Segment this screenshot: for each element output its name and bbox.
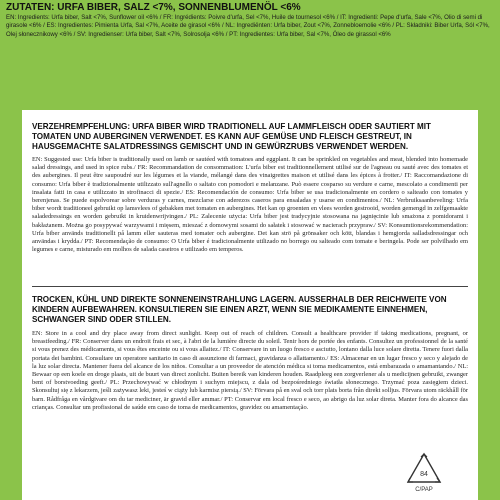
storage-title: TROCKEN, KÜHL UND DIREKTE SONNENEINSTRAHLUNG LAGERN. AUSSERHALB DER REICHWEITE VON KINDERN AUFBEWAHREN. KONSULTIEREN SIE EINEN ARZT, WENN SIE MEDIKAMENTE EINNEHMEN, SCHWANGER SIND ODER STILLEN. bbox=[32, 295, 447, 324]
recommendation-section bbox=[32, 122, 468, 254]
ingredients-block bbox=[6, 2, 494, 39]
label-panel bbox=[22, 110, 478, 500]
recycling-mark bbox=[400, 452, 448, 498]
recommendation-title: VERZEHREMPFEHLUNG: URFA BIBER WIRD TRADITIONELL AUF LAMMFLEISCH ODER SAUTIERT MIT TOMATEN UND AUBERGINEN VERWENDET. ES KANN AUF GEMÜSE UND FLEISCH GESTREUT, IN HAUSGEMACHTE SALATDRESSINGS GEMISCHT UND IN GEWÜRZRUBS VERWENDET WERDEN. bbox=[32, 122, 431, 151]
recycle-material-label: C/PAP bbox=[415, 487, 433, 493]
ingredients-title: ZUTATEN: URFA BIBER, SALZ <7%, SONNENBLUMENÖL <6% bbox=[6, 2, 301, 13]
section-divider bbox=[32, 286, 468, 287]
recommendation-translations: EN: Suggested use: Urfa biber is traditionally used on lamb or sautéed with tomatoes and eggplant. It can be sprinkled on vegetables and meat, blended into homemade salad dressings, and used in spice rubs./ FR: Recommandation de consommation: L'urfa biber est traditionnellement utilisé sur de l'agneau ou sauté avec des tomates et des aubergines. Il peut être saupoudré sur les légumes et la viande, mélangé dans des vinaigrettes maison et utilisé dans les épices à frotter./ IT: Raccomandazione di consumo: Urfa biber è tradizionalmente utilizzato sull'agnello o saltato con pomodori e melanzane. Può essere cosparso su verdure e carne, mescolato a condimenti per insalata fatti in casa e utilizzato in strofinacci di spezie./ ES: Recomendación de consumo: Urfa biber se usa tradicionalmente en cordero o salteado con tomates y berenjenas. Se puede espolvorear sobre verduras y carnes, mezclarse con aderezos caseros para ensaladas y usarse en condimentos./ NL: Verbruiksaanbeveling: Urfa biber wordt traditioneel gebruikt op lamsvlees of gebakken met tomaten en aubergines. Het kan op groenten en vlees worden gestrooid, worden gemengd in zelfgemaakte saladedressings en worden gebruikt in kruidenwrijvingen./ PL: Zalecenie użycia: Urfa biber jest tradycyjnie stosowana na jagnięcinie lub smażona z pomidorami i bakłażanem. Można go posypywać warzywami i mięsem, mieszać z domowymi sosami do sałatek i stosować w nacierach przypraw./ SV: Konsumtionsrekommendation: Urfa biber används traditionellt på lamm eller sauteras med tomater och aubergine. Det kan strö på grönsaker och kött, blandas i hemgjorda salladsdressingar och användas i krydda./ PT: Recomendação de consumo: O Urfa biber é tradicionalmente utilizado no borrego ou salteado com tomate e beringela. Pode ser polvilhado em legumes e carne, misturado em molhos de salada caseiros e utilizado em temperos. bbox=[32, 156, 468, 254]
ingredients-translations: EN: Ingredients: Urfa biber, Salt <7%, Sunflower oil <6% / FR: Ingrédients: Poivre d'urfa, Sel <7%, Huile de tournesol <6% / IT: Ingredienti: Pepe d'urfa, Sale <7%, Olio di semi di girasole <6% / ES: Ingredientes: Pimienta Urfa, Sal <7%, Aceite de girasol <6% / NL: Ingrediënten: Urfa biber, Zout <7%, Zonnebloemolie <6% / PL: Składniki: Biber Urfa, Sól <7%, Olej słonecznikowy <6% / SV: Ingredienser: Urfa biber, Salt <7%, Solrosolja <6% / PT: Ingredientes: Urfa biber, Sal <7%, Óleo de girassol <6% bbox=[6, 14, 490, 38]
left-green-border bbox=[0, 110, 22, 500]
recycle-code: 84 bbox=[420, 471, 428, 478]
recycle-triangle-icon bbox=[400, 452, 448, 486]
storage-section bbox=[32, 295, 468, 412]
right-green-border bbox=[478, 110, 500, 500]
storage-translations: EN: Store in a cool and dry place away from direct sunlight. Keep out of reach of children. Consult a healthcare provider if taking medications, pregnant, or breastfeeding./ FR: Conserver dans un endroit frais et sec, à l'abri de la lumière directe du soleil. Tenir hors de portée des enfants. Consultez un professionnel de la santé si vous prenez des médicaments, si vous êtes enceinte ou si vous allaitez./ IT: Conservare in un luogo fresco e asciutto, lontano dalla luce solare diretta. Tenere fuori dalla portata dei bambini. Consultare un operatore sanitario in caso di assunzione di farmaci, gravidanza o allattamento./ ES: Almacenar en un lugar fresco y seco y alejado de la luz solar directa. Mantener fuera del alcance de los niños. Consultar a un proveedor de atención médica si toma medicamentos, está embarazada o amamantando./ NL: Bewaar op een koele en droge plaats, uit de buurt van direct zonlicht. Buiten bereik van kinderen houden. Raadpleeg een zorgverlener als u medicijnen gebruikt, zwanger bent of borstvoeding geeft./ PL: Przechowywać w chłodnym i suchym miejscu, z dala od bezpośredniego światła słonecznego. Trzymać poza zasięgiem dzieci. Skonsultuj się z lekarzem, jeśli zażywasz leki, jesteś w ciąży lub karmisz piersią./ SV: Förvara på en sval och torr plats borta från direkt solljus. Förvara utom räckhåll för barn. Rådfråga en vårdgivare om du tar mediciner, är gravid eller ammar./ PT: Conservar em local fresco e seco, ao abrigo da luz solar direta. Manter fora do alcance das crianças. Consultar um profissional de saúde em caso de toma de medicamentos, gravidez ou amamentação. bbox=[32, 330, 468, 411]
